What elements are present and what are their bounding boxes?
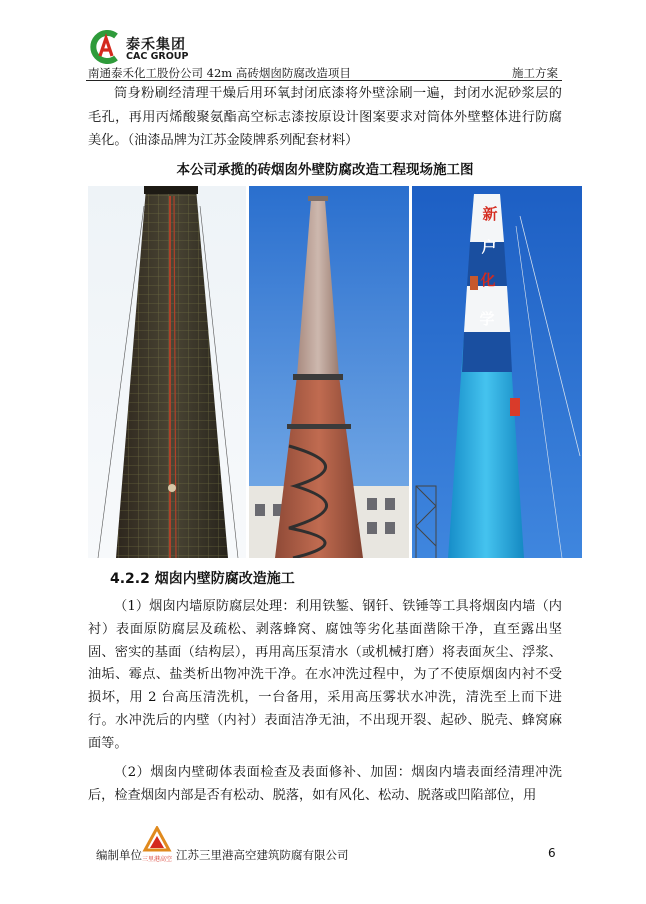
chimney-char-1: 新 bbox=[482, 205, 498, 223]
footer-label: 编制单位 bbox=[96, 848, 142, 862]
header-doc-type: 施工方案 bbox=[512, 66, 558, 80]
company-logo-icon bbox=[142, 826, 172, 864]
paragraph-exterior-coating: 筒身粉刷经清理干燥后用环氧封闭底漆将外壁涂刷一遍，封闭水泥砂浆层的毛孔，再用丙烯酸聚氨酯高空标志漆按原设计图案要求对筒体外壁整体进行防腐美化。（油漆品牌为江苏金陵牌系列配套材料） bbox=[88, 86, 562, 148]
footer-company-name: 江苏三里港高空建筑防腐有限公司 bbox=[176, 848, 349, 862]
paragraph-inner-wall-cleaning: （1）烟囱内墙原防腐层处理：利用铁錾、钢钎、铁锤等工具将烟囱内墙（内衬）表面原防腐层及疏松、剥落蜂窝、腐蚀等劣化基面凿除干净，直至露出坚固、密实的基面（结构层），再用高压泵清水（或机械打磨）将表面灰尘、浮浆、油垢、霉点、盐类析出物冲洗干净。在水冲洗过程中，为了不使原烟囱内衬不受损坏，用 2 台高压清洗机，一台备用，采用高压雾状水冲洗，清洗至上而下进行。水冲洗后的内壁（内衬）表面洁净无油，不出现开裂、起砂、脱壳、蜂窝麻面等。 bbox=[88, 599, 562, 751]
photo-dark-chimney bbox=[88, 186, 246, 558]
chimney-char-2: 户 bbox=[481, 238, 497, 256]
cac-logo-icon bbox=[86, 30, 122, 64]
header-project-title: 南通泰禾化工股份公司 42m 高砖烟囱防腐改造项目 bbox=[88, 66, 351, 80]
photo-brick-chimney bbox=[249, 186, 409, 558]
paragraph-inner-wall-repair: （2）烟囱内壁砌体表面检查及表面修补、加固：烟囱内墙表面经清理冲洗后，检查烟囱内部是否有松动、脱落，如有风化、松动、脱落或凹陷部位，用 bbox=[88, 765, 562, 803]
logo-company-name-en: CAC GROUP bbox=[126, 51, 189, 62]
figure-title: 本公司承揽的砖烟囱外壁防腐改造工程现场施工图 bbox=[176, 162, 474, 178]
header-divider bbox=[86, 80, 562, 81]
chimney-char-4: 学 bbox=[479, 310, 495, 328]
logo-company-name-cn: 泰禾集团 bbox=[126, 37, 186, 53]
section-title: 4.2.2 烟囱内壁防腐改造施工 bbox=[110, 571, 295, 587]
logo-caption: 三里港高空 bbox=[142, 856, 172, 863]
chimney-char-3: 化 bbox=[480, 271, 496, 289]
page-number: 6 bbox=[548, 846, 556, 860]
